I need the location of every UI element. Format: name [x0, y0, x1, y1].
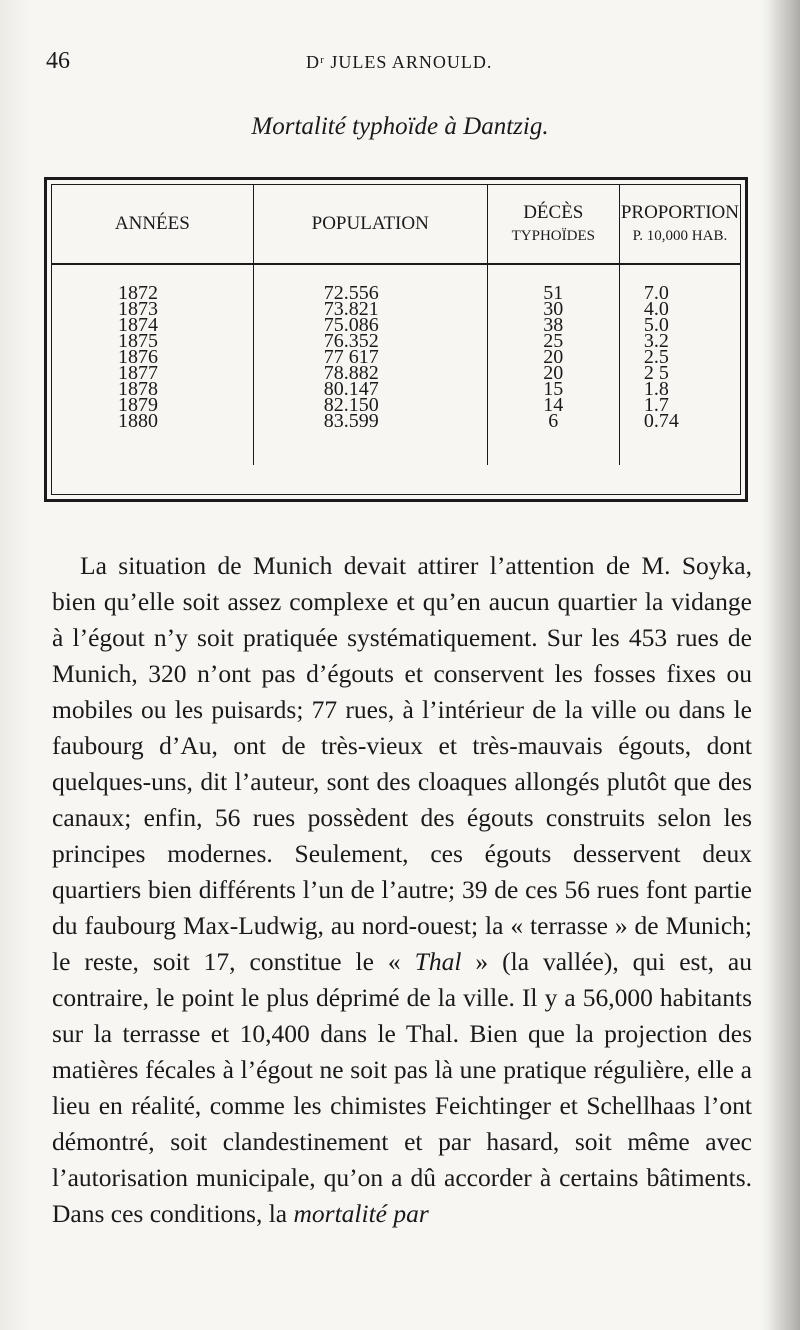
cell-proportion: 7.0: [619, 264, 740, 301]
cell-proportion: 2.5: [619, 349, 740, 365]
mortality-table-frame: [44, 177, 748, 502]
cell-population: 77 617: [253, 349, 487, 365]
cell-deaths: 51: [487, 264, 619, 301]
cell-year: 1879: [118, 394, 158, 416]
cell-proportion: 4.0: [619, 301, 740, 317]
cell-population: 80.147: [253, 381, 487, 397]
mortality-table-inner-frame: [51, 184, 741, 495]
table-title: Mortalité typhoïde à Dantzig.: [251, 113, 549, 140]
cell-year: 1872: [118, 282, 158, 304]
header-proportion-top: PROPORTION: [620, 202, 739, 223]
table-row: [52, 413, 740, 465]
header-deaths: [487, 185, 619, 264]
header-years: ANNÉES: [52, 185, 253, 264]
mortality-table: [52, 185, 740, 465]
table-header-row: [52, 185, 740, 264]
cell-population: 76.352: [253, 333, 487, 349]
cell-deaths: 15: [487, 381, 619, 397]
cell-deaths: 14: [487, 397, 619, 413]
cell-year: 1878: [118, 378, 158, 400]
running-head: Dʳ JULES ARNOULD.: [306, 52, 493, 72]
table-row: [52, 264, 740, 301]
header-proportion: [619, 185, 740, 264]
cell-deaths: 38: [487, 317, 619, 333]
header-proportion-bottom: P. 10,000 HAB.: [632, 228, 728, 244]
table-body: [52, 264, 740, 465]
cell-proportion: 3.2: [619, 333, 740, 349]
cell-population: 82.150: [253, 397, 487, 413]
cell-deaths: 25: [487, 333, 619, 349]
paragraph-text-b: » (la vallée), qui est, au contraire, le point le plus déprimé de la ville. Il y a 56,000 habitants sur la terrasse et 10,400 dans le Thal. Bien que la projection des matières fécales à l’égout ne soit pas là une pratique régulière, elle a lieu en réalité, comme les chimistes Feichtinger et Schellhaas l’ont démontré, soit clandestinement et par hasard, soit même avec l’autorisation municipale, qu’on a dû accorder à certains bâtiments. Dans ces conditions, la: [52, 947, 752, 1228]
cell-year: 1875: [118, 330, 158, 352]
cell-population: 75.086: [253, 317, 487, 333]
body-text: [52, 548, 752, 1232]
header-deaths-top: DÉCÈS: [523, 202, 584, 223]
cell-deaths: 6: [487, 413, 619, 465]
cell-population: 83.599: [253, 413, 487, 465]
cell-deaths: 30: [487, 301, 619, 317]
cell-proportion: 5.0: [619, 317, 740, 333]
cell-deaths: 20: [487, 349, 619, 365]
page-edge-shadow: [768, 0, 800, 1330]
cell-population: 73.821: [253, 301, 487, 317]
cell-deaths: 20: [487, 365, 619, 381]
cell-proportion: 2 5: [619, 365, 740, 381]
paragraph: [52, 548, 752, 1232]
header-population: POPULATION: [253, 185, 487, 264]
cell-year: 1877: [118, 362, 158, 384]
header-deaths-bottom: TYPHOÏDES: [511, 228, 595, 244]
paragraph-mortalite-italic: mortalité par: [293, 1199, 429, 1228]
cell-year: 1880: [118, 410, 158, 432]
cell-population: 72.556: [253, 264, 487, 301]
cell-proportion: 1.7: [619, 397, 740, 413]
cell-year: 1873: [118, 298, 158, 320]
cell-proportion: 1.8: [619, 381, 740, 397]
page-header: [46, 48, 746, 78]
page-number: 46: [46, 48, 70, 74]
paragraph-text-a: La situation de Munich devait attirer l’attention de M. Soyka, bien qu’elle soit assez complexe et qu’en aucun quartier la vidange à l’égout n’y soit pratiquée systématiquement. Sur les 453 rues de Munich, 320 n’ont pas d’égouts et conservent les fosses fixes ou mobiles ou les puisards; 77 rues, à l’intérieur de la ville ou dans le faubourg d’Au, ont de très-vieux et très-mauvais égouts, dont quelques-uns, dit l’auteur, sont des cloaques allongés plutôt que des canaux; enfin, 56 rues possèdent des égouts construits selon les principes modernes. Seulement, ces égouts desservent deux quartiers bien différents l’un de l’autre; 39 de ces 56 rues font partie du faubourg Max-Ludwig, au nord-ouest; la « terrasse » de Munich; le reste, soit 17, constitue le «: [52, 551, 752, 976]
paragraph-thal-italic: Thal: [414, 947, 462, 976]
cell-population: 78.882: [253, 365, 487, 381]
cell-year: 1874: [118, 314, 158, 336]
cell-year: 1876: [118, 346, 158, 368]
cell-proportion: 0.74: [619, 413, 740, 465]
